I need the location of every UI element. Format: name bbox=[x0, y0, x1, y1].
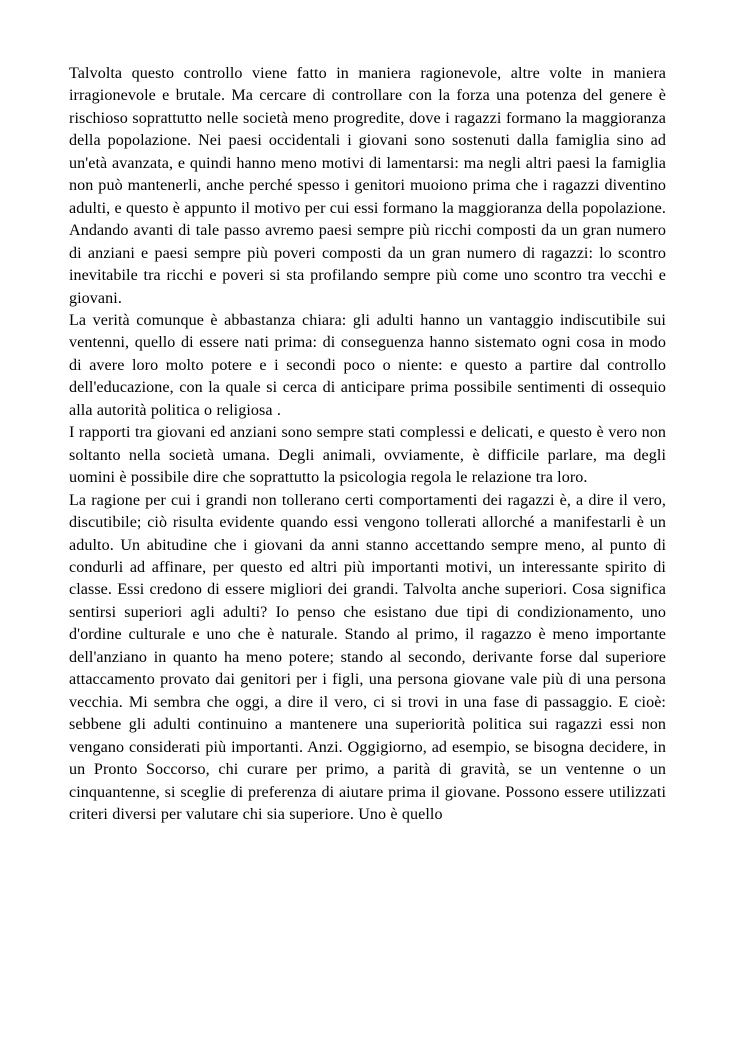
paragraph-4: La ragione per cui i grandi non tollerano certi comportamenti dei ragazzi è, a dire il vero, discutibile; ciò risulta evidente quando essi vengono tollerati allorché a manifestarli è un adulto. Un abitudine che i giovani da anni stanno accettando sempre meno, al punto di condurli ad affinare, per questo ed altri più importanti motivi, un interessante spirito di classe. Essi credono di essere migliori dei grandi. Talvolta anche superiori. Cosa significa sentirsi superiori agli adulti? Io penso che esistano due tipi di condizionamento, uno d'ordine culturale e uno che è naturale. Stando al primo, il ragazzo è meno importante dell'anziano in quanto ha meno potere; stando al secondo, derivante forse dal superiore attaccamento provato dai genitori per i figli, una persona giovane vale più di una persona vecchia. Mi sembra che oggi, a dire il vero, ci si trovi in una fase di passaggio. E cioè: sebbene gli adulti continuino a mantenere una superiorità politica sui ragazzi essi non vengano considerati più importanti. Anzi. Oggigiorno, ad esempio, se bisogna decidere, in un Pronto Soccorso, chi curare per primo, a parità di gravità, se un ventenne o un cinquantenne, si sceglie di preferenza di aiutare prima il giovane. Possono essere utilizzati criteri diversi per valutare chi sia superiore. Uno è quello bbox=[69, 491, 666, 823]
paragraph-3: I rapporti tra giovani ed anziani sono sempre stati complessi e delicati, e questo è vero non soltanto nella società umana. Degli animali, ovviamente, è difficile parlare, ma degli uomini è possibile dire che soprattutto la psicologia regola le relazione tra loro. bbox=[69, 424, 666, 487]
paragraph-2: La verità comunque è abbastanza chiara: gli adulti hanno un vantaggio indiscutibile sui ventenni, quello di essere nati prima: di conseguenza hanno sistemato ogni cosa in modo di avere loro molto potere e i secondi poco o niente: e questo a partire dal controllo dell'educazione, con la quale si cerca di anticipare prima possibile sentimenti di ossequio alla autorità politica o religiosa . bbox=[69, 311, 666, 419]
paragraph-1: Talvolta questo controllo viene fatto in maniera ragionevole, altre volte in maniera irragionevole e brutale. Ma cercare di controllare con la forza una potenza del genere è rischioso soprattutto nelle società meno progredite, dove i ragazzi formano la maggioranza della popolazione. Nei paesi occidentali i giovani sono sostenuti dalla famiglia sino ad un'età avanzata, e quindi hanno meno motivi di lamentarsi: ma negli altri paesi la famiglia non può mantenerli, anche perché spesso i genitori muoiono prima che i ragazzi diventino adulti, e questo è appunto il motivo per cui essi formano la maggioranza della popolazione. Andando avanti di tale passo avremo paesi sempre più ricchi composti da un gran numero di anziani e paesi sempre più poveri composti da un gran numero di ragazzi: lo scontro inevitabile tra ricchi e poveri si sta profilando sempre più come uno scontro tra vecchi e giovani. bbox=[69, 65, 666, 307]
body-text-column bbox=[69, 63, 666, 826]
